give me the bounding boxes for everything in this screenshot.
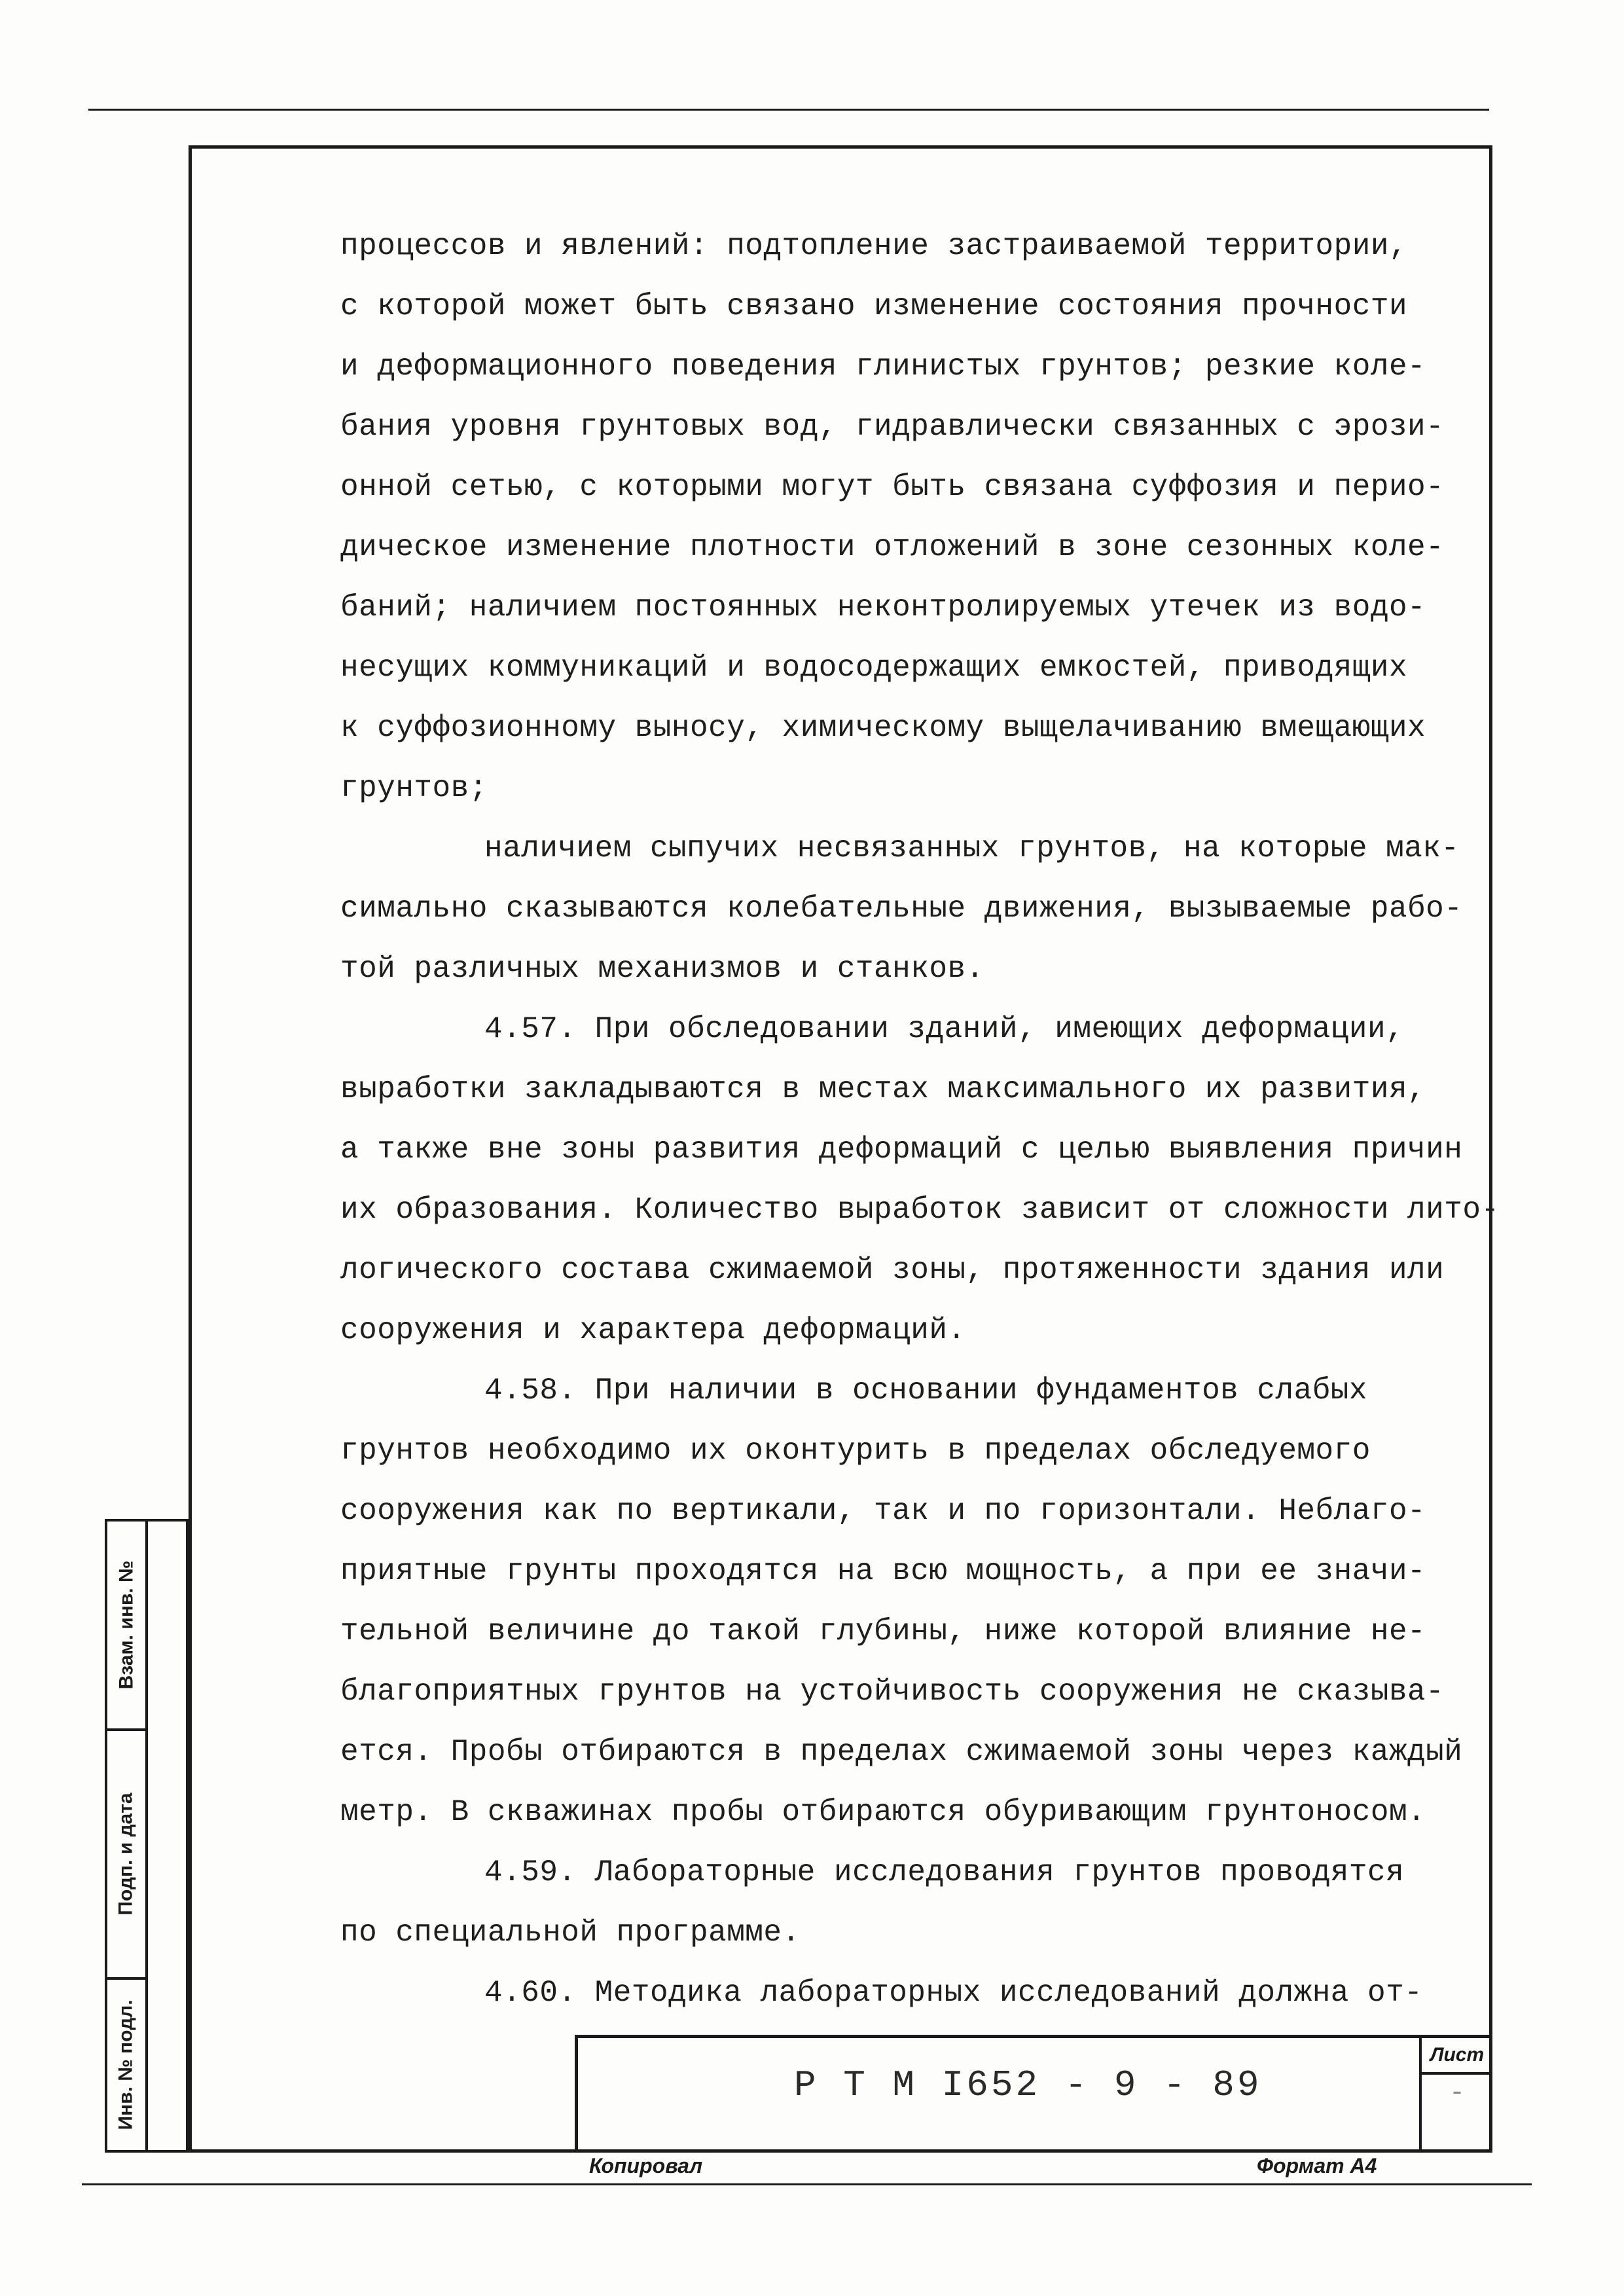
- top-trim-line: [88, 109, 1489, 111]
- side-stamp: [105, 1519, 189, 2153]
- text-line: с которой может быть связано изменение состояния прочности: [340, 289, 1408, 323]
- text-line: 4.58. При наличии в основании фундаментов слабых: [484, 1374, 1368, 1408]
- text-line: грунтов необходимо их оконтурить в пределах обследуемого: [340, 1434, 1371, 1468]
- text-line: сооружения как по вертикали, так и по горизонтали. Неблаго-: [340, 1494, 1426, 1528]
- text-line: процессов и явлений: подтопление застраиваемой территории,: [340, 229, 1408, 263]
- text-line: дическое изменение плотности отложений в зоне сезонных коле-: [340, 530, 1445, 564]
- stamp-label-signature-date: Подп. и дата: [115, 1793, 137, 1916]
- text-line: приятные грунты проходятся на всю мощность, а при ее значи-: [340, 1554, 1426, 1588]
- text-line: 4.59. Лабораторные исследования грунтов проводятся: [484, 1855, 1405, 1889]
- text-line: 4.57. При обследовании зданий, имеющих деформации,: [484, 1012, 1405, 1046]
- text-line: грунтов;: [340, 771, 488, 805]
- text-line: их образования. Количество выработок зависит от сложности лито-: [340, 1193, 1500, 1227]
- text-line: симально сказываются колебательные движения, вызываемые рабо-: [340, 892, 1463, 926]
- text-line: а также вне зоны развития деформаций с целью выявления причин: [340, 1133, 1463, 1167]
- text-line: тельной величине до такой глубины, ниже которой влияние не-: [340, 1614, 1426, 1649]
- sheet-label: Лист: [1422, 2038, 1492, 2075]
- sheet-box: [1419, 2038, 1492, 2149]
- text-line: наличием сыпучих несвязанных грунтов, на которые мак-: [484, 831, 1460, 866]
- stamp-label-original-inventory: Инв. № подл.: [115, 1999, 137, 2130]
- text-line: по специальной программе.: [340, 1916, 801, 1950]
- stamp-cell-original-inventory: [107, 1980, 145, 2150]
- text-line: баний; наличием постоянных неконтролируемых утечек из водо-: [340, 591, 1426, 625]
- text-line: 4.60. Методика лабораторных исследований должна от-: [484, 1976, 1423, 2010]
- text-line: благоприятных грунтов на устойчивость сооружения не сказыва-: [340, 1675, 1445, 1709]
- title-block: [575, 2035, 1492, 2153]
- text-line: и деформационного поведения глинистых грунтов; резкие коле-: [340, 350, 1426, 384]
- text-line: ется. Пробы отбираются в пределах сжимаемой зоны через каждый: [340, 1735, 1463, 1769]
- text-line: к суффозионному выносу, химическому выщелачиванию вмещающих: [340, 711, 1426, 745]
- document-code: Р Т М I652 - 9 - 89: [794, 2064, 1262, 2106]
- text-line: онной сетью, с которыми могут быть связана суффозия и перио-: [340, 470, 1445, 504]
- stamp-label-replace-inventory: Взам. инв. №: [115, 1560, 137, 1690]
- side-stamp-divider: [145, 1522, 148, 2150]
- text-line: той различных механизмов и станков.: [340, 952, 984, 986]
- format-label: Формат А4: [1257, 2154, 1377, 2178]
- bottom-trim-line: [82, 2183, 1532, 2185]
- body-text: [340, 216, 1500, 2023]
- text-line: выработки закладываются в местах максимального их развития,: [340, 1072, 1426, 1106]
- stamp-cell-signature-date: [107, 1731, 145, 1980]
- copied-by-label: Копировал: [589, 2154, 703, 2178]
- text-line: метр. В скважинах пробы отбираются обуривающим грунтоносом.: [340, 1795, 1426, 1829]
- sheet-number: -: [1449, 2079, 1465, 2108]
- text-line: бания уровня грунтовых вод, гидравлически связанных с эрози-: [340, 410, 1445, 444]
- text-line: несущих коммуникаций и водосодержащих емкостей, приводящих: [340, 651, 1408, 685]
- stamp-cell-replace-inventory: [107, 1522, 145, 1731]
- text-line: сооружения и характера деформаций.: [340, 1313, 966, 1347]
- text-line: логического состава сжимаемой зоны, протяженности здания или: [340, 1253, 1445, 1287]
